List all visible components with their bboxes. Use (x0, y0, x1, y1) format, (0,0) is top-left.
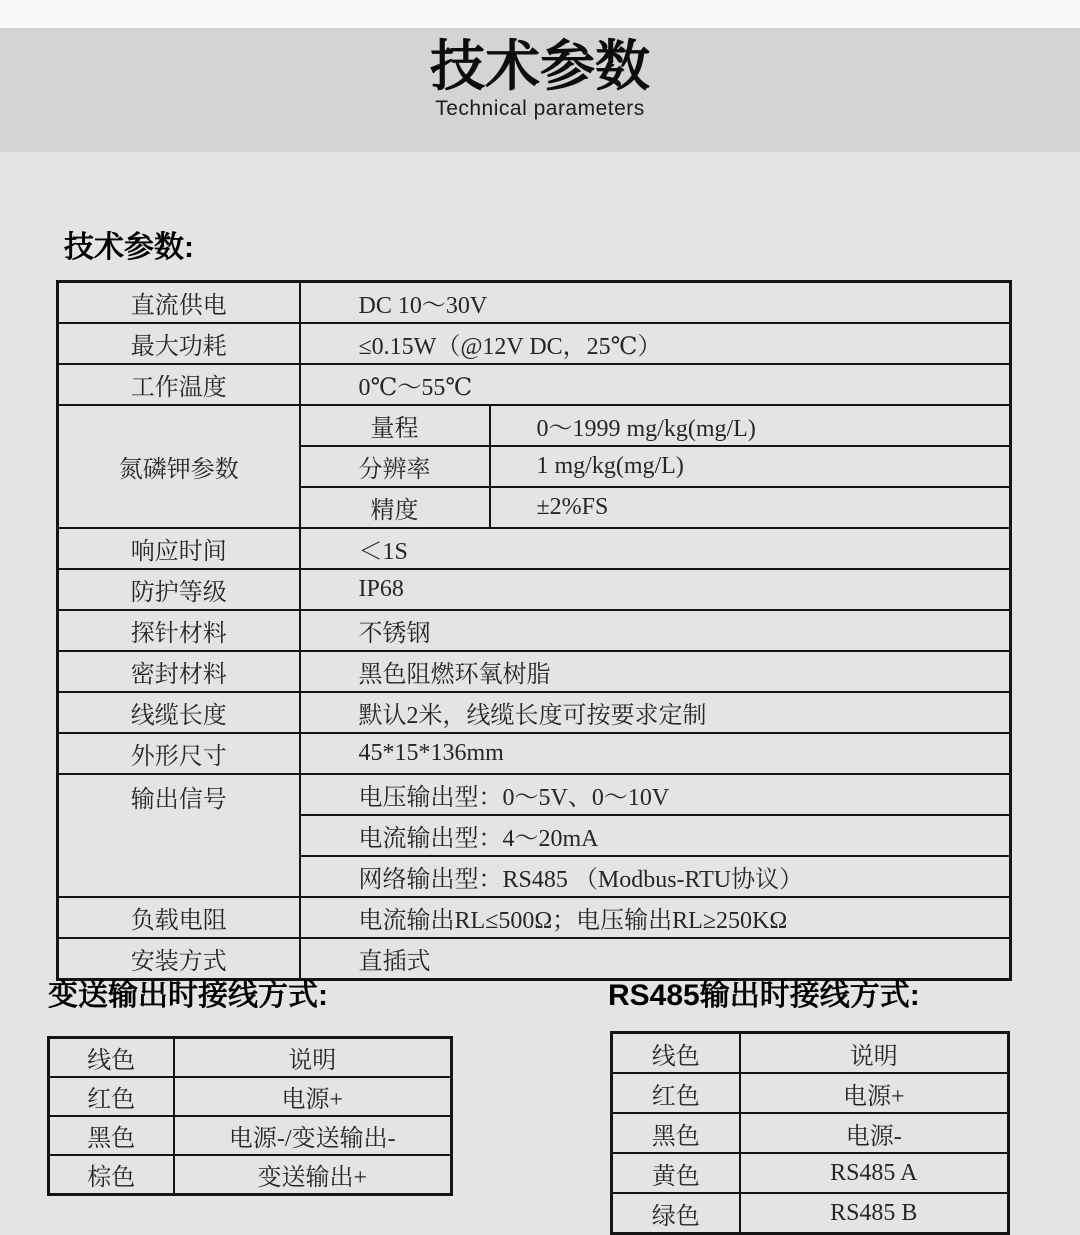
spec-label: 工作温度 (58, 364, 300, 405)
spec-value: 0～1999 mg/kg(mg/L) (490, 405, 1011, 446)
hero-banner (0, 28, 1080, 152)
spec-value: DC 10～30V (300, 282, 1011, 324)
spec-group-label: 输出信号 (58, 774, 300, 897)
table-row (58, 282, 1011, 324)
table-row (612, 1113, 1009, 1153)
table-row (49, 1116, 452, 1155)
spec-value: 黑色阻燃环氧树脂 (300, 651, 1011, 692)
spec-value: IP68 (300, 569, 1011, 610)
table-row (58, 897, 1011, 938)
table-row (49, 1077, 452, 1116)
table-row (612, 1073, 1009, 1113)
spec-label: 负载电阻 (58, 897, 300, 938)
wire-desc: 电源- (740, 1113, 1009, 1153)
spec-value: 直插式 (300, 938, 1011, 980)
spec-table (56, 280, 1012, 981)
spec-value: 不锈钢 (300, 610, 1011, 651)
wiring-rs485-title: RS485输出时接线方式: (608, 979, 920, 1012)
spec-value: 45*15*136mm (300, 733, 1011, 774)
table-row (58, 323, 1011, 364)
spec-label: 最大功耗 (58, 323, 300, 364)
spec-group-label: 氮磷钾参数 (58, 405, 300, 528)
wire-color: 棕色 (49, 1155, 174, 1195)
spec-label: 线缆长度 (58, 692, 300, 733)
wire-color: 红色 (49, 1077, 174, 1116)
spec-value: ≤0.15W（@12V DC，25℃） (300, 323, 1011, 364)
table-row (58, 610, 1011, 651)
page-subtitle: Technical parameters (435, 96, 645, 120)
spec-sublabel: 精度 (300, 487, 490, 528)
spec-value: 默认2米，线缆长度可按要求定制 (300, 692, 1011, 733)
spec-label: 安装方式 (58, 938, 300, 980)
spec-label: 密封材料 (58, 651, 300, 692)
wire-desc: 电源+ (174, 1077, 452, 1116)
spec-value: 电压输出型：0～5V、0～10V (300, 774, 1011, 815)
table-row (58, 405, 1011, 446)
table-row (58, 692, 1011, 733)
table-row (49, 1038, 452, 1078)
spec-section-title: 技术参数: (64, 231, 194, 264)
table-row (612, 1193, 1009, 1234)
spec-value: ＜1S (300, 528, 1011, 569)
table-row (58, 364, 1011, 405)
spec-label: 探针材料 (58, 610, 300, 651)
wire-color: 黑色 (49, 1116, 174, 1155)
spec-label: 外形尺寸 (58, 733, 300, 774)
spec-value: 1 mg/kg(mg/L) (490, 446, 1011, 487)
wire-color: 红色 (612, 1073, 740, 1113)
wire-desc: 电源-/变送输出- (174, 1116, 452, 1155)
spec-value: 0℃～55℃ (300, 364, 1011, 405)
wire-color: 黑色 (612, 1113, 740, 1153)
table-row (612, 1153, 1009, 1193)
wire-desc: 变送输出+ (174, 1155, 452, 1195)
wiring-transmitter-title: 变送输出时接线方式: (48, 979, 328, 1012)
page-title: 技术参数 (429, 35, 650, 97)
column-header: 说明 (174, 1038, 452, 1078)
wiring-rs485-table (610, 1031, 1010, 1235)
wire-desc: RS485 B (740, 1193, 1009, 1234)
spec-value: 电流输出RL≤500Ω；电压输出RL≥250KΩ (300, 897, 1011, 938)
column-header: 线色 (49, 1038, 174, 1078)
table-row (58, 569, 1011, 610)
spec-label: 直流供电 (58, 282, 300, 324)
top-strip (0, 0, 1080, 28)
spec-value: ±2%FS (490, 487, 1011, 528)
wire-desc: RS485 A (740, 1153, 1009, 1193)
spec-sublabel: 分辨率 (300, 446, 490, 487)
table-row (58, 651, 1011, 692)
table-row (58, 774, 1011, 815)
table-row (58, 733, 1011, 774)
spec-value: 网络输出型：RS485 （Modbus-RTU协议） (300, 856, 1011, 897)
wire-color: 黄色 (612, 1153, 740, 1193)
table-row (58, 528, 1011, 569)
spec-value: 电流输出型：4～20mA (300, 815, 1011, 856)
table-row (49, 1155, 452, 1195)
spec-label: 防护等级 (58, 569, 300, 610)
wiring-transmitter-table (47, 1036, 453, 1196)
spec-sublabel: 量程 (300, 405, 490, 446)
spec-label: 响应时间 (58, 528, 300, 569)
wire-desc: 电源+ (740, 1073, 1009, 1113)
wire-color: 绿色 (612, 1193, 740, 1234)
column-header: 线色 (612, 1033, 740, 1074)
table-row (612, 1033, 1009, 1074)
column-header: 说明 (740, 1033, 1009, 1074)
